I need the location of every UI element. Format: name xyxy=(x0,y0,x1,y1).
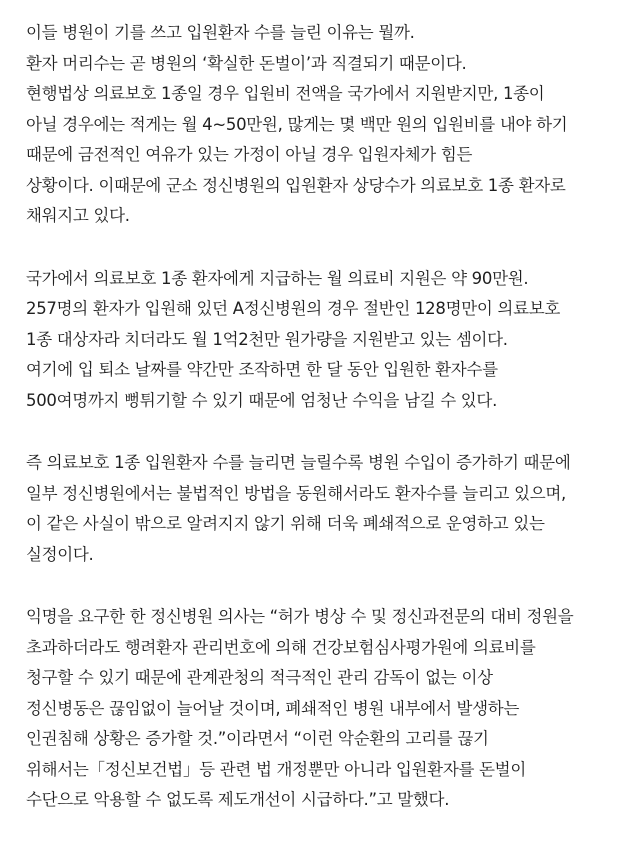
text-line: 500여명까지 뻥튀기할 수 있기 때문에 엄청난 수익을 남길 수 있다. xyxy=(26,390,498,410)
text-line: 일부 정신병원에서는 불법적인 방법을 동원해서라도 환자수를 늘리고 있으며, xyxy=(26,483,567,503)
text-line: 즉 의료보호 1종 입원환자 수를 늘리면 늘릴수록 병원 수입이 증가하기 때문에 xyxy=(26,453,571,472)
text-line: 익명을 요구한 한 정신병원 의사는 “허가 병상 수 및 정신과전문의 대비 정원을 xyxy=(26,607,574,626)
paragraph-1 xyxy=(26,18,626,232)
text-line: 이들 병원이 기를 쓰고 입원환자 수를 늘린 이유는 뭘까. xyxy=(26,23,415,42)
text-line: 위해서는「정신보건법」등 관련 법 개정뿐만 아니라 입원환자를 돈벌이 xyxy=(26,759,526,779)
text-line: 실정이다. xyxy=(26,544,94,564)
text-line: 여기에 입 퇴소 날짜를 약간만 조작하면 한 달 동안 입원한 환자수를 xyxy=(26,360,498,379)
text-line: 수단으로 악용할 수 없도록 제도개선이 시급하다.”고 말했다. xyxy=(26,790,450,809)
text-line: 환자 머리수는 곧 병원의 ‘확실한 돈벌이’과 직결되기 때문이다. xyxy=(26,53,467,73)
text-line: 257명의 환자가 입원해 있던 A정신병원의 경우 절반인 128명만이 의료보호 xyxy=(26,299,560,318)
text-line: 때문에 금전적인 여유가 있는 가정이 아닐 경우 입원자체가 힘든 xyxy=(26,145,473,164)
text-line: 현행법상 의료보호 1종일 경우 입원비 전액을 국가에서 지원받지만, 1종이 xyxy=(26,84,545,103)
text-line: 정신병동은 끊임없이 늘어날 것이며, 폐쇄적인 병원 내부에서 발생하는 xyxy=(26,698,520,718)
text-line: 청구할 수 있기 때문에 관계관청의 적극적인 관리 감독이 없는 이상 xyxy=(26,668,493,687)
text-line: 상황이다. 이때문에 군소 정신병원의 입원환자 상당수가 의료보호 1종 환자로 xyxy=(26,175,566,195)
text-line: 아닐 경우에는 적게는 월 4~50만원, 많게는 몇 백만 원의 입원비를 내야 하기 xyxy=(26,114,568,134)
article-body xyxy=(26,18,626,848)
text-line: 인권침해 상황은 증가할 것.”이라면서 “이런 악순환의 고리를 끊기 xyxy=(26,729,489,748)
text-line: 초과하더라도 행려환자 관리번호에 의해 건강보험심사평가원에 의료비를 xyxy=(26,637,536,657)
text-line: 이 같은 사실이 밖으로 알려지지 않기 위해 더욱 폐쇄적으로 운영하고 있는 xyxy=(26,514,545,533)
text-line: 국가에서 의료보호 1종 환자에게 지급하는 월 의료비 지원은 약 90만원. xyxy=(26,268,529,288)
paragraph-2 xyxy=(26,264,626,417)
text-line: 채워지고 있다. xyxy=(26,206,130,225)
text-line: 1종 대상자라 치더라도 월 1억2천만 원가량을 지원받고 있는 셈이다. xyxy=(26,329,508,349)
paragraph-3 xyxy=(26,448,626,570)
paragraph-4 xyxy=(26,602,626,816)
